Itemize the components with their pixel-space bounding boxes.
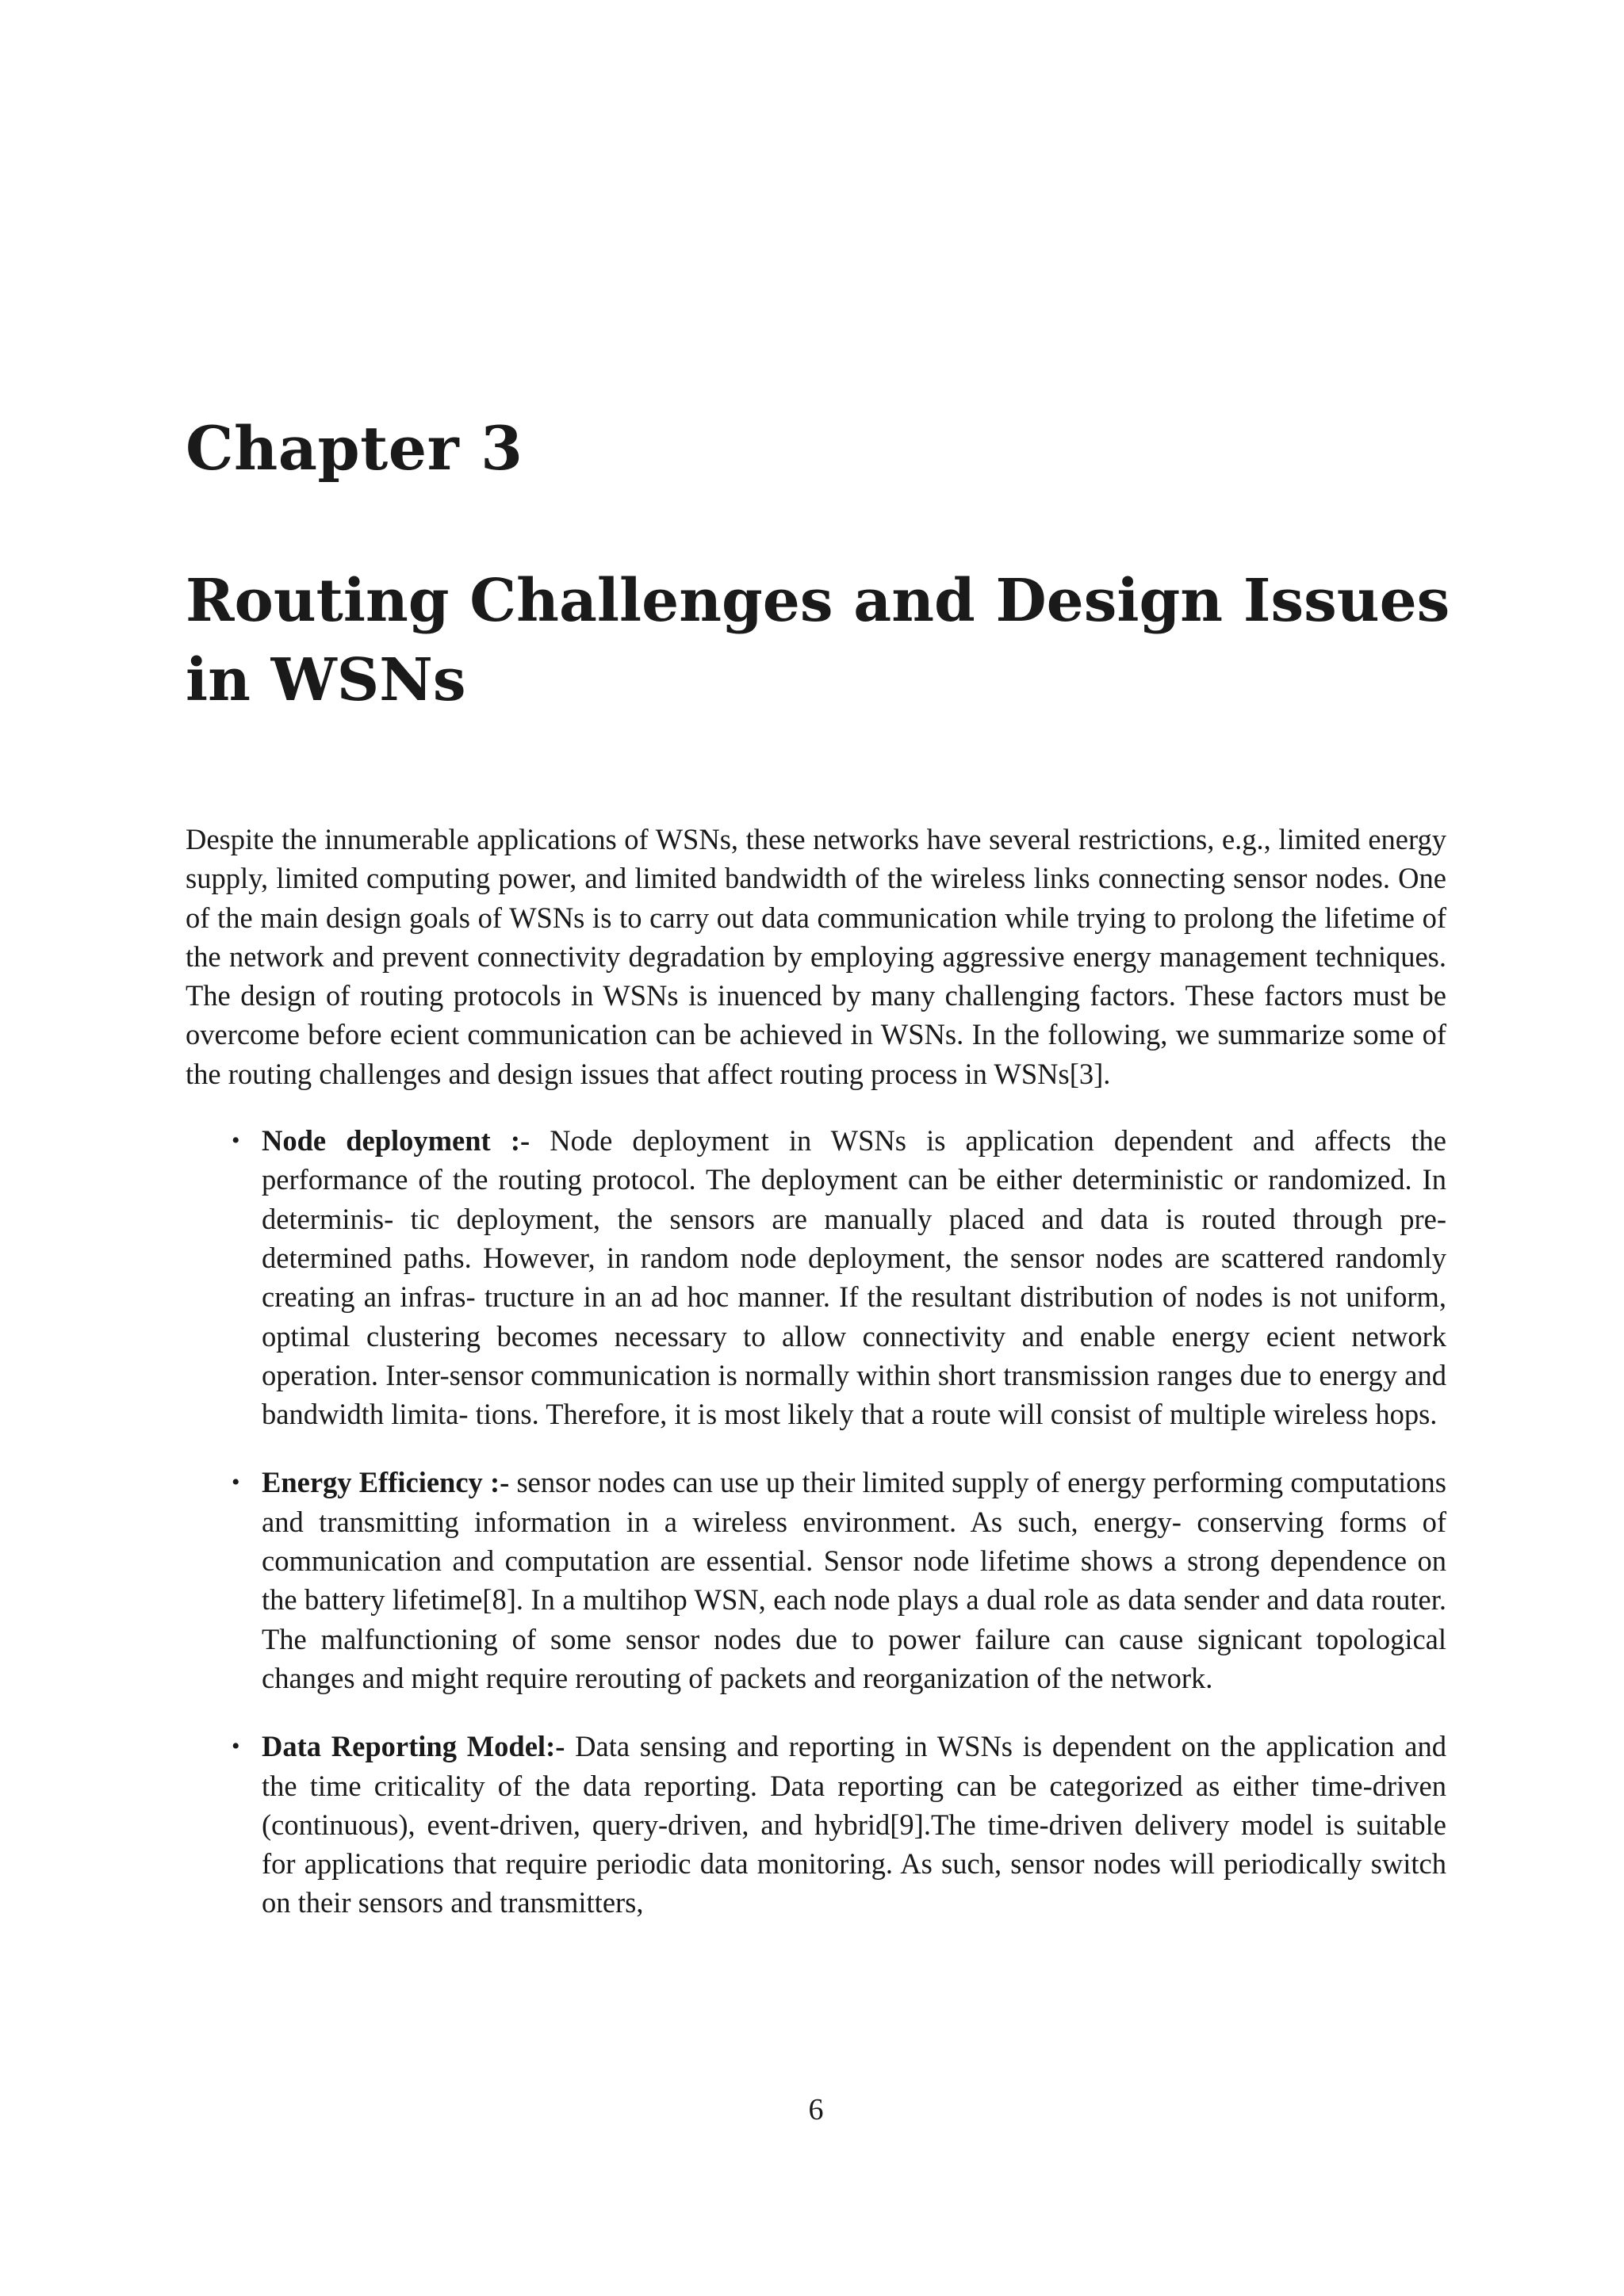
- list-item-term: Data Reporting Model:-: [262, 1730, 565, 1763]
- list-item-data-reporting-model: [186, 1727, 1446, 1922]
- chapter-label: Chapter 3: [186, 413, 523, 484]
- issues-list: [186, 1121, 1446, 1923]
- list-item-term: Node deployment :-: [262, 1124, 530, 1158]
- bullet-icon: •: [232, 1733, 240, 1760]
- bullet-icon: •: [232, 1469, 240, 1496]
- chapter-title: Routing Challenges and Design Issues in WSNs: [186, 567, 1450, 714]
- chapter-body: [186, 820, 1446, 1952]
- bullet-icon: •: [232, 1127, 240, 1154]
- list-item-node-deployment: [186, 1121, 1446, 1433]
- list-item-term: Energy Efficiency :-: [262, 1466, 510, 1499]
- document-page: [186, 0, 1450, 2296]
- page-number: 6: [808, 2093, 824, 2126]
- list-item-energy-efficiency: [186, 1463, 1446, 1697]
- list-item-text: Data sensing and reporting in WSNs is dependent on the application and the time criticality of the data reporting. Data reporting can be categorized as either time-driven (continuous), event-driven, query-driven, and hybrid[9].The time-driven delivery model is suitable for applications that require periodic data monitoring. As such, sensor nodes will periodically switch on their sensors and transmitters,: [262, 1730, 1446, 1919]
- list-item-text: sensor nodes can use up their limited supply of energy performing computations and transmitting information in a wireless environment. As such, energy- conserving forms of communication and computation are essential. Sensor node lifetime shows a strong dependence on the battery lifetime[8]. In a multihop WSN, each node plays a dual role as data sender and data router. The malfunctioning of some sensor nodes due to power failure can cause signicant topological changes and might require rerouting of packets and reorganization of the network.: [262, 1466, 1447, 1694]
- list-item-text: Node deployment in WSNs is application dependent and affects the performance of the routing protocol. The deployment can be either deterministic or randomized. In determinis- tic deployment, the sensors are manually placed and data is routed through pre-determined paths. However, in random node deployment, the sensor nodes are scattered randomly creating an infras- tructure in an ad hoc manner. If the resultant distribution of nodes is not uniform, optimal clustering becomes necessary to allow connectivity and enable energy ecient network operation. Inter-sensor communication is normally within short transmission ranges due to energy and bandwidth limita- tions. Therefore, it is most likely that a route will consist of multiple wireless hops.: [262, 1124, 1447, 1431]
- intro-paragraph: Despite the innumerable applications of WSNs, these networks have several restrictions, e.g., limited energy supply, limited computing power, and limited bandwidth of the wireless links connecting sensor nodes. One of the main design goals of WSNs is to carry out data communication while trying to prolong the lifetime of the network and prevent connectivity degradation by employing aggressive energy management techniques. The design of routing protocols in WSNs is inuenced by many challenging factors. These factors must be overcome before ecient communication can be achieved in WSNs. In the following, we summarize some of the routing challenges and design issues that affect routing process in WSNs[3].: [186, 823, 1446, 1090]
